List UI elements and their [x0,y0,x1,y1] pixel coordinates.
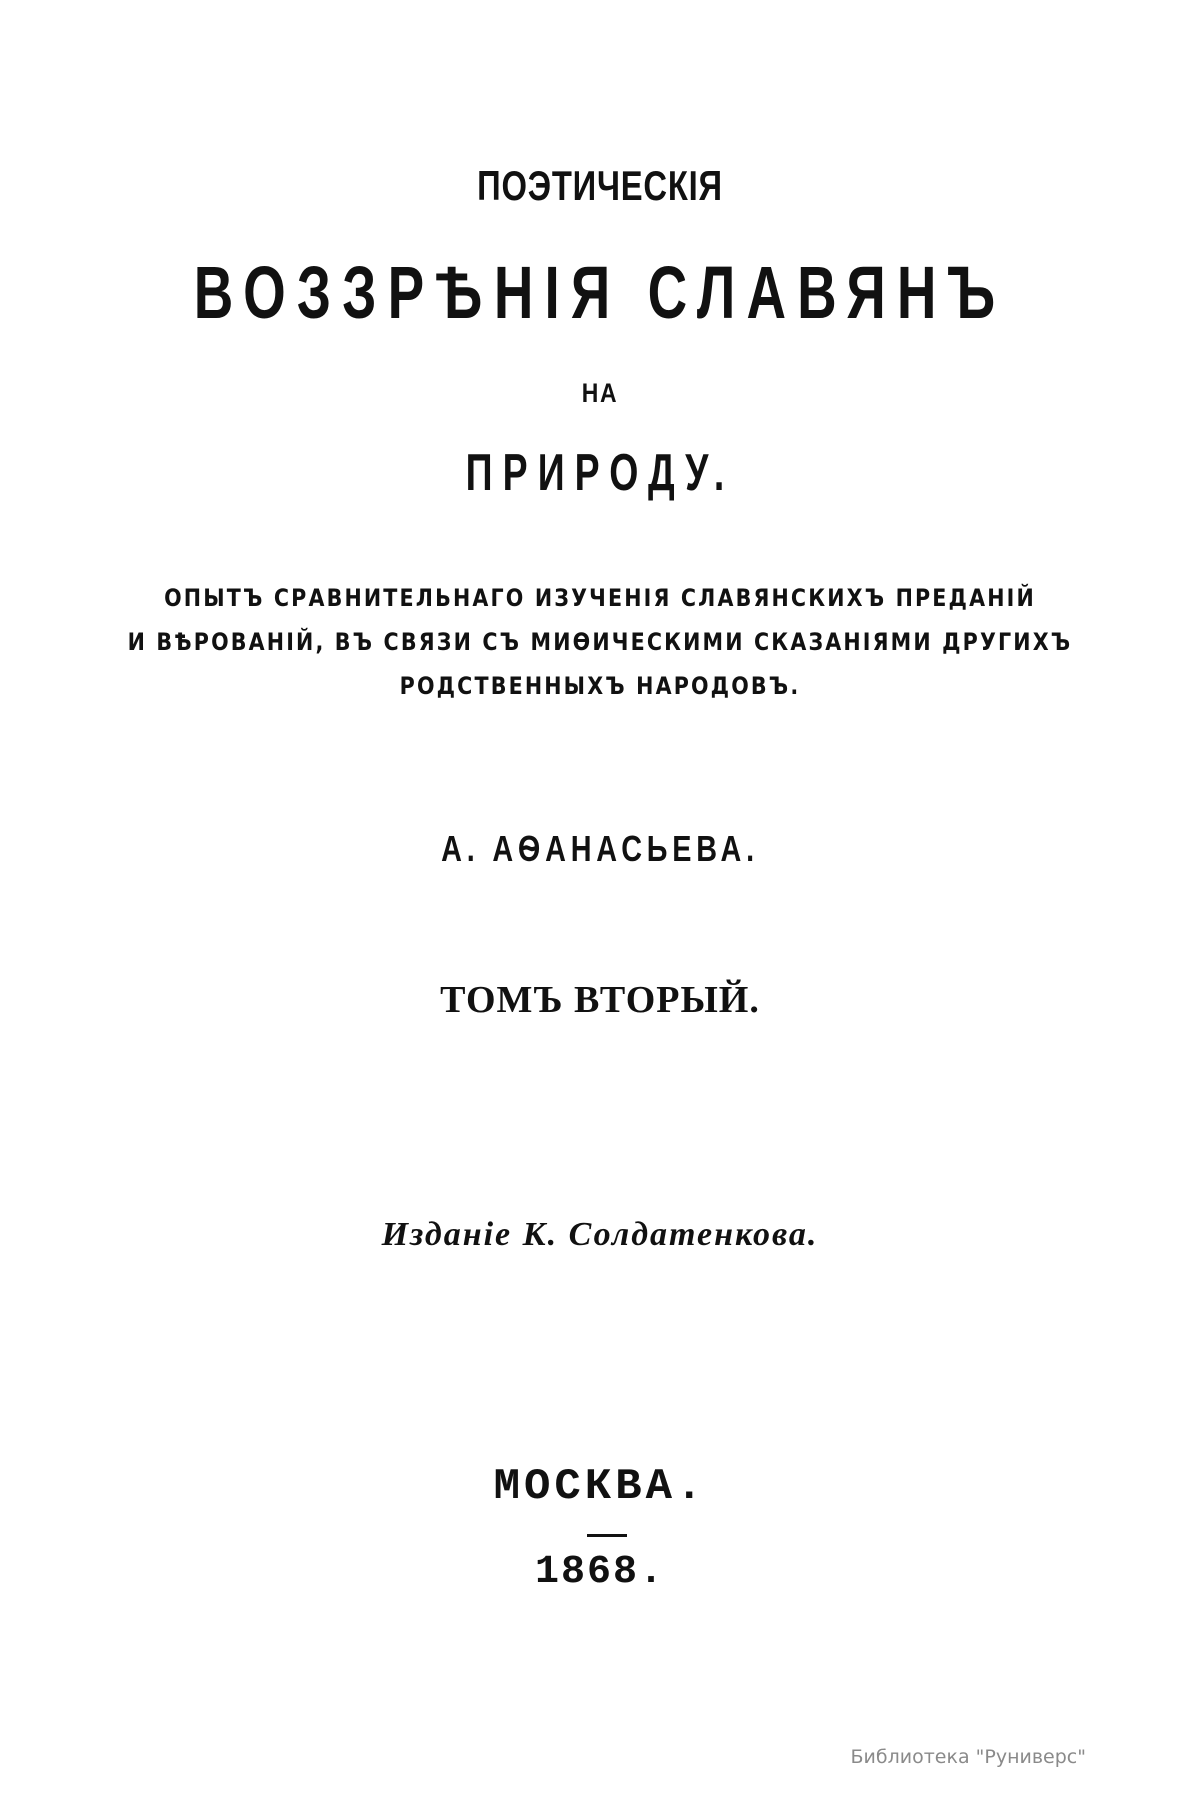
subtitle-line-2: И ВѢРОВАНІЙ, ВЪ СВЯЗИ СЪ МИѲИЧЕСКИМИ СКАЗАНІЯМИ ДРУГИХЪ [127,628,1073,656]
title-line-3: НА [581,378,619,408]
subtitle-line-3: РОДСТВЕННЫХЪ НАРОДОВЪ. [399,672,801,700]
library-watermark: Библиотека "Руниверс" [850,1746,1086,1768]
publication-year: 1868. [534,1550,666,1595]
title-line-2: ВОЗЗРѢНІЯ СЛАВЯНЪ [193,251,1007,334]
subtitle-line-1: ОПЫТЪ СРАВНИТЕЛЬНАГО ИЗУЧЕНІЯ СЛАВЯНСКИХЪ ПРЕДАНІЙ [164,584,1036,612]
separator-dash [587,1534,627,1537]
volume-label: ТОМЪ ВТОРЫЙ. [440,979,760,1021]
title-line-1: ПОЭТИЧЕСКІЯ [477,162,723,209]
publisher-line: Изданіе К. Солдатенкова. [381,1216,819,1253]
title-line-4: ПРИРОДУ. [465,444,735,502]
publication-city: МОСКВА. [493,1462,707,1512]
author-name: А. АѲАНАСЬЕВА. [441,828,759,869]
